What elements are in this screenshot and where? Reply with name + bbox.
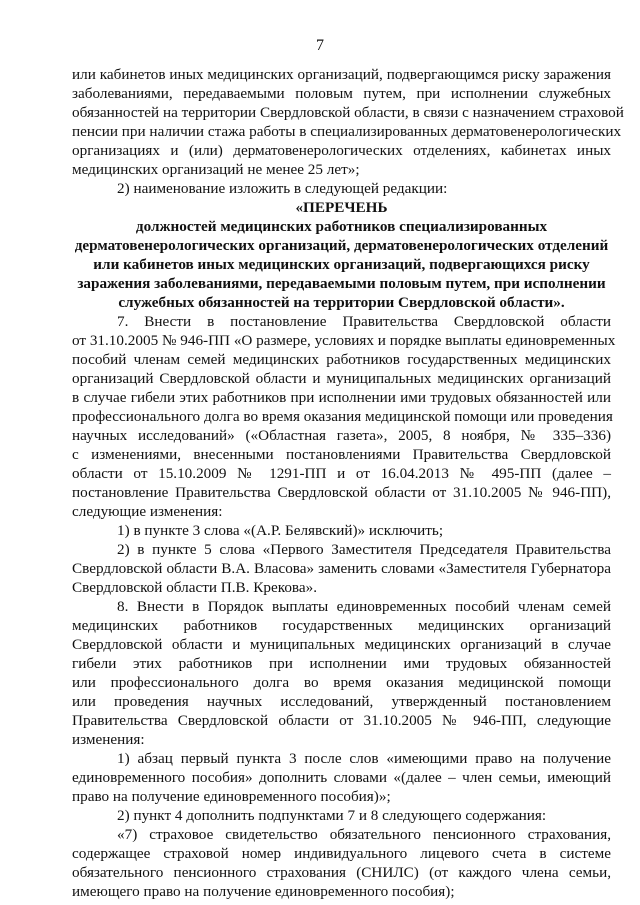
text-line: Правительства Свердловской области от 31.10.2005 № 946-ПП, следующие [72, 712, 611, 729]
heading-line: служебных обязанностей на территории Свердловской области». [118, 294, 565, 311]
text-line: 2) наименование изложить в следующей редакции: [117, 180, 448, 197]
text-line: Свердловской области и муниципальных медицинских организаций в случае [72, 636, 611, 653]
page-number: 7 [316, 37, 324, 54]
text-line: 2) пункт 4 дополнить подпунктами 7 и 8 следующего содержания: [117, 807, 547, 824]
text-line: обязанностей на территории Свердловской области, в связи с назначением страховой [72, 104, 624, 121]
text-line: организациях и (или) дерматовенерологических отделениях, кабинетах иных [72, 142, 611, 159]
text-line: в случае гибели этих работников при исполнении ими трудовых обязанностей или [72, 389, 611, 406]
text-line: организаций Свердловской области и муниципальных медицинских организаций [72, 370, 611, 387]
text-line: имеющего право на получение единовременного пособия); [72, 883, 455, 900]
text-line: профессионального долга во время оказания медицинской помощи или проведения [72, 408, 613, 425]
text-line: 7. Внести в постановление Правительства Свердловской области [117, 313, 611, 330]
text-line: с изменениями, внесенными постановлениями Правительства Свердловской [72, 446, 611, 463]
heading-line: или кабинетов иных медицинских организаций, подвергающихся риску [93, 256, 590, 273]
text-line: изменения: [72, 731, 145, 748]
heading-line: должностей медицинских работников специализированных [135, 218, 548, 235]
text-line: области от 15.10.2009 № 1291-ПП и от 16.04.2013 № 495-ПП (далее – [72, 465, 611, 482]
text-line: научных исследований» («Областная газета», 2005, 8 ноября, № 335–336) [72, 427, 611, 444]
text-line: медицинских работников государственных медицинских организаций [72, 617, 611, 634]
text-line: Свердловской области П.В. Крекова». [72, 579, 318, 596]
text-line: медицинских организаций не менее 25 лет»; [72, 161, 360, 178]
text-line: или кабинетов иных медицинских организаций, подвергающимся риску заражения [72, 66, 611, 83]
heading-line: заражения заболеваниями, передаваемыми половым путем, при исполнении [77, 275, 606, 292]
text-line: 1) абзац первый пункта 3 после слов «имеющими право на получение [117, 750, 611, 767]
text-line: 8. Внести в Порядок выплаты единовременных пособий членам семей [117, 598, 611, 615]
text-line: «7) страховое свидетельство обязательного пенсионного страхования, [117, 826, 611, 843]
text-line: Свердловской области В.А. Власова» заменить словами «Заместителя Губернатора [72, 560, 611, 577]
text-line: пенсии при наличии стажа работы в специализированных дерматовенерологических [72, 123, 622, 140]
text-line: право на получение единовременного пособия)»; [72, 788, 391, 805]
text-line: или проведения научных исследований, утвержденный постановлением [72, 693, 611, 710]
text-line: от 31.10.2005 № 946-ПП «О размере, условиях и порядке выплаты единовременных [72, 332, 616, 349]
text-line: следующие изменения: [72, 503, 223, 520]
text-line: единовременного пособия» дополнить словами «(далее – член семьи, имеющий [72, 769, 611, 786]
text-line: постановление Правительства Свердловской области от 31.10.2005 № 946-ПП), [72, 484, 611, 501]
text-line: гибели этих работников при исполнении ими трудовых обязанностей [72, 655, 611, 672]
text-line: обязательного пенсионного страхования (СНИЛС) (от каждого члена семьи, [72, 864, 611, 881]
heading-line: дерматовенерологических организаций, дерматовенерологических отделений [74, 237, 609, 254]
text-line: 1) в пункте 3 слова «(А.Р. Белявский)» исключить; [117, 522, 444, 539]
text-line: содержащее страховой номер индивидуального лицевого счета в системе [72, 845, 611, 862]
text-line: или профессионального долга во время оказания медицинской помощи [72, 674, 611, 691]
text-line: заболеваниями, передаваемыми половым путем, при исполнении служебных [72, 85, 611, 102]
text-line: 2) в пункте 5 слова «Первого Заместителя Председателя Правительства [117, 541, 611, 558]
text-line: пособий членам семей медицинских работников государственных медицинских [72, 351, 611, 368]
heading-line: «ПЕРЕЧЕНЬ [295, 199, 388, 216]
